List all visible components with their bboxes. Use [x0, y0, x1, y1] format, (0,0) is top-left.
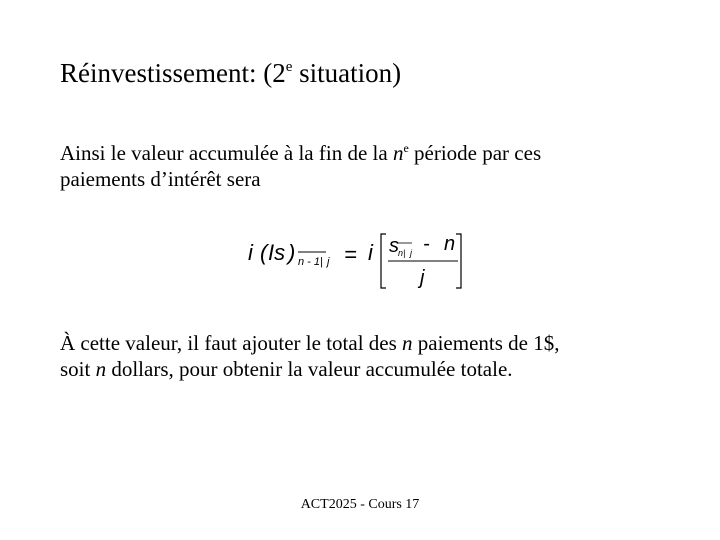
formula-rhs-i: i — [368, 240, 373, 265]
paragraph1-line1-end: période par ces — [408, 141, 542, 165]
formula — [248, 228, 468, 294]
formula-lhs-paren-open: ( — [260, 240, 268, 265]
paragraph2-line2-start: soit — [60, 357, 96, 381]
title-main: Réinvestissement: (2 — [60, 58, 286, 88]
title-tail: situation) — [292, 58, 402, 88]
paragraph1-superscript: e — [403, 141, 409, 155]
formula-rhs-s-sub: n| — [398, 248, 406, 258]
paragraph1-var-n: n — [392, 141, 404, 165]
formula-left-bracket — [381, 234, 386, 288]
paragraph2-line1-start: À cette valeur, il faut ajouter le total des — [60, 331, 403, 355]
formula-equals: = — [344, 242, 357, 267]
formula-rhs-denominator: j — [420, 267, 425, 289]
slide-footer: ACT2025 - Cours 17 — [300, 497, 420, 512]
formula-svg — [248, 228, 468, 294]
paragraph2-line2-end: dollars, pour obtenir la valeur accumulée totale. — [106, 357, 513, 381]
paragraph1-line1-start: Ainsi le valeur accumulée à la fin de la — [60, 141, 393, 165]
formula-rhs-n: n — [444, 233, 456, 255]
formula-rhs-s-j: j — [410, 248, 412, 258]
paragraph1-line2: paiements d’intérêt sera — [60, 167, 261, 191]
paragraph-accumulated-value — [60, 140, 660, 192]
formula-lhs-j: j — [327, 256, 330, 268]
paragraph2-line1-end: paiements de 1$, — [412, 331, 560, 355]
paragraph2-var-n: n — [402, 331, 413, 355]
formula-rhs-minus: - — [423, 233, 430, 255]
slide-title — [60, 56, 401, 90]
formula-lhs-i: i — [248, 240, 253, 265]
formula-lhs-paren-close: ) — [288, 240, 296, 265]
formula-lhs-sub: n - 1| — [298, 256, 323, 268]
formula-rhs-s: s — [389, 235, 399, 257]
title-superscript: e — [285, 59, 293, 75]
paragraph-add-total — [60, 330, 680, 382]
formula-lhs-Is: Is — [268, 240, 286, 265]
paragraph2-var-n2: n — [95, 357, 107, 381]
